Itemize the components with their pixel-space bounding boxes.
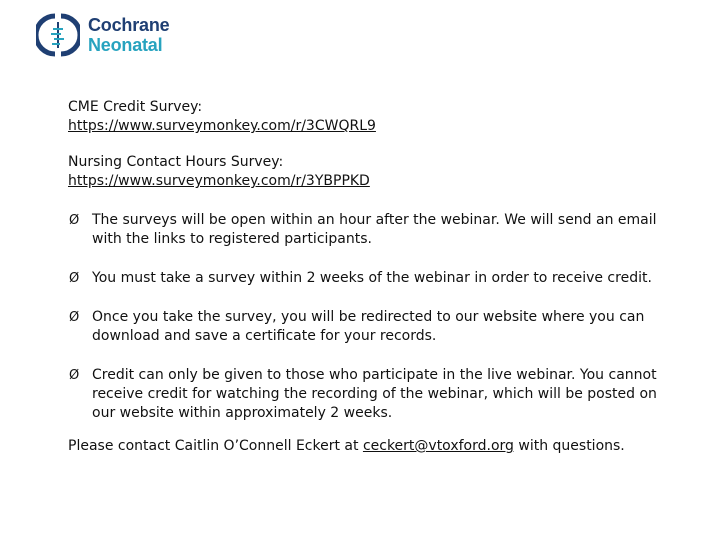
bullet-text: Once you take the survey, you will be redirected to our website where you can download and save a certificate for your records. [92, 309, 645, 344]
cme-survey-title: CME Credit Survey: [68, 99, 203, 115]
cme-survey-link[interactable]: https://www.surveymonkey.com/r/3CWQRL9 [68, 118, 376, 134]
nursing-survey-block [68, 153, 668, 191]
bullet-item-deadline [68, 269, 668, 288]
bullet-arrow-icon: Ø [69, 310, 80, 325]
bullet-arrow-icon: Ø [69, 271, 80, 286]
bullet-arrow-icon: Ø [69, 368, 80, 383]
logo-text-cochrane: Cochrane [88, 15, 170, 35]
contact-prefix: Please contact Caitlin O’Connell Eckert at [68, 438, 363, 454]
bullet-text: Credit can only be given to those who participate in the live webinar. You cannot receive credit for watching the recording of the webinar, which will be posted on our website within approximately 2 weeks. [92, 367, 657, 421]
nursing-survey-title: Nursing Contact Hours Survey: [68, 154, 284, 170]
bullet-item-certificate [68, 308, 668, 346]
bullet-text: You must take a survey within 2 weeks of the webinar in order to receive credit. [92, 270, 652, 286]
contact-email-link[interactable]: ceckert@vtoxford.org [362, 438, 514, 454]
logo-wordmark [88, 15, 169, 55]
bullet-text: The surveys will be open within an hour after the webinar. We will send an email with the links to registered participants. [92, 212, 657, 247]
contact-line [68, 437, 668, 456]
bullet-arrow-icon: Ø [69, 213, 80, 228]
bullet-item-live-only [68, 366, 668, 423]
info-bullet-list [68, 211, 668, 423]
cochrane-logo-icon [36, 13, 80, 57]
slide-content [68, 98, 668, 456]
nursing-survey-link[interactable]: https://www.surveymonkey.com/r/3YBPPKD [68, 173, 370, 189]
contact-suffix: with questions. [513, 438, 625, 454]
logo-text-neonatal: Neonatal [88, 35, 163, 55]
cochrane-neonatal-logo [36, 13, 169, 57]
bullet-item-survey-open [68, 211, 668, 249]
cme-survey-block [68, 98, 668, 136]
